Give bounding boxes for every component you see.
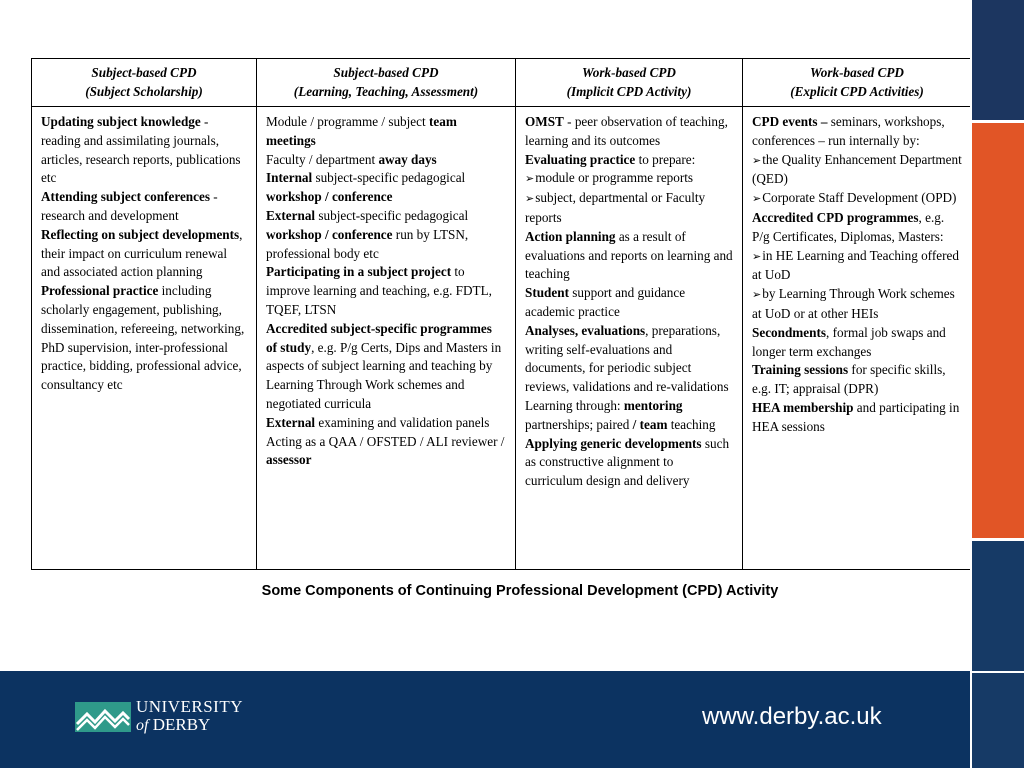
entry-team-meetings: Module / programme / subject team meetings bbox=[266, 114, 457, 148]
divider-line bbox=[970, 0, 972, 768]
entry-learning-through: Learning through: mentoring partnerships; paired / team teaching bbox=[525, 397, 716, 432]
header-implicit-cpd: Work-based CPD (Implicit CPD Activity) bbox=[516, 59, 743, 107]
entry-reflecting-developments: Reflecting on subject developments, their impact on curriculum renewal and associated action planning bbox=[41, 226, 243, 280]
side-bar-navy-middle bbox=[972, 541, 1024, 671]
side-bar-navy-bottom bbox=[972, 673, 1024, 768]
website-url: www.derby.ac.uk bbox=[702, 703, 882, 730]
bullet-opd: ➢ Corporate Staff Development (OPD) bbox=[752, 189, 962, 209]
entry-professional-practice: Professional practice including scholarly engagement, publishing, dissemination, refereeing, networking, PhD supervision, inter-professional practice, bidding, professional advice, consultancy etc bbox=[41, 283, 245, 393]
table-caption: Some Components of Continuing Professional Development (CPD) Activity bbox=[261, 583, 779, 599]
cell-subject-scholarship bbox=[32, 107, 257, 570]
header-learning-teaching-assessment: Subject-based CPD (Learning, Teaching, Assessment) bbox=[257, 59, 516, 107]
cell-learning-teaching-assessment bbox=[257, 107, 516, 570]
header-subject-scholarship: Subject-based CPD (Subject Scholarship) bbox=[32, 59, 257, 107]
entry-omst: OMST - peer observation of teaching, learning and its outcomes bbox=[525, 114, 728, 148]
entry-evaluating-practice: Evaluating practice to prepare: bbox=[525, 151, 696, 167]
entry-accredited-cpd: Accredited CPD programmes, e.g. P/g Certificates, Diplomas, Masters: bbox=[752, 209, 945, 244]
entry-external-examining: External examining and validation panels bbox=[266, 414, 490, 430]
entry-applying-generic: Applying generic developments such as constructive alignment to curriculum design and delivery bbox=[525, 435, 730, 489]
cpd-components-table bbox=[31, 58, 972, 570]
entry-accredited-programmes: Accredited subject-specific programmes of study, e.g. P/g Certs, Dips and Masters in aspects of subject learning and teaching by Learning Through Work schemes and negotiated curricula bbox=[266, 320, 502, 411]
entry-analyses-evaluations: Analyses, evaluations, preparations, writing self-evaluations and documents, for periodic subject reviews, validations and re-validations bbox=[525, 322, 729, 395]
entry-action-planning: Action planning as a result of evaluations and reports on learning and teaching bbox=[525, 228, 733, 282]
entry-reviewer-assessor: Acting as a QAA / OFSTED / ALI reviewer / assessor bbox=[266, 433, 505, 468]
bullet-faculty-reports: ➢ subject, departmental or Faculty reports bbox=[525, 189, 733, 228]
entry-attending-conferences: Attending subject conferences - research and development bbox=[41, 189, 218, 223]
table-body-row bbox=[32, 107, 972, 570]
side-bar-orange bbox=[972, 123, 1024, 538]
entry-cpd-events: CPD events – seminars, workshops, conferences – run internally by: bbox=[752, 114, 945, 148]
entry-student-support: Student support and guidance academic practice bbox=[525, 285, 686, 319]
bullet-he-learning: ➢ in HE Learning and Teaching offered at UoD bbox=[752, 247, 962, 286]
side-bar-navy-top bbox=[972, 0, 1024, 120]
entry-hea-membership: HEA membership and participating in HEA sessions bbox=[752, 399, 960, 434]
bullet-qed: ➢ the Quality Enhancement Department (QED) bbox=[752, 151, 962, 190]
cell-implicit-cpd bbox=[516, 107, 743, 570]
entry-updating-knowledge: Updating subject knowledge - reading and assimilating journals, articles, research reports, publications etc bbox=[41, 114, 241, 186]
cell-explicit-cpd bbox=[743, 107, 972, 570]
university-logo-text: UNIVERSITY of DERBY bbox=[136, 697, 243, 734]
entry-secondments: Secondments, formal job swaps and longer term exchanges bbox=[752, 324, 946, 359]
bullet-module-reports: ➢ module or programme reports bbox=[525, 169, 733, 189]
bullet-learning-through-work: ➢ by Learning Through Work schemes at UoD or at other HEIs bbox=[752, 285, 962, 324]
entry-training-sessions: Training sessions for specific skills, e.g. IT; appraisal (DPR) bbox=[752, 362, 946, 397]
header-explicit-cpd: Work-based CPD (Explicit CPD Activities) bbox=[743, 59, 972, 107]
entry-external-workshop: External subject-specific pedagogical workshop / conference run by LTSN, professional body etc bbox=[266, 207, 469, 261]
table-header-row bbox=[32, 59, 972, 107]
entry-away-days: Faculty / department away days bbox=[266, 151, 437, 167]
entry-internal-workshop: Internal subject-specific pedagogical workshop / conference bbox=[266, 170, 466, 205]
entry-subject-project: Participating in a subject project to improve learning and teaching, e.g. FDTL, TQEF, LTSN bbox=[266, 264, 492, 317]
